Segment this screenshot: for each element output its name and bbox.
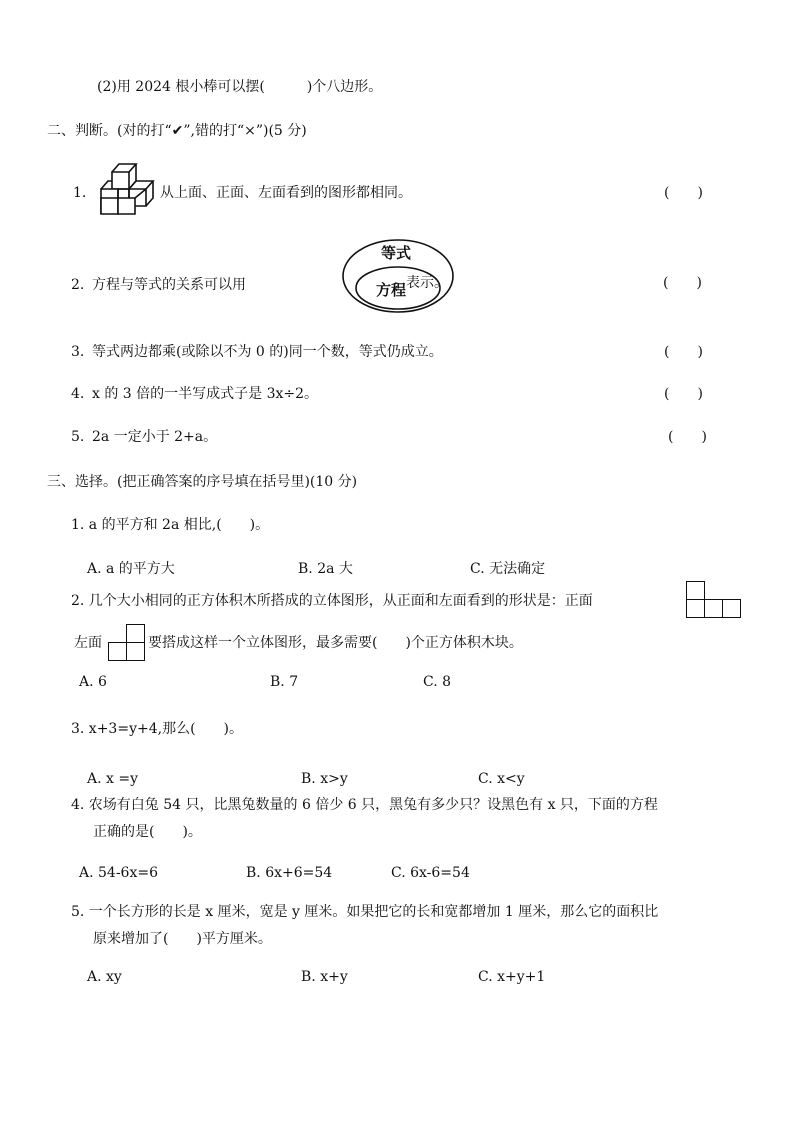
judge-1-text: 从上面、正面、左面看到的图形都相同。 <box>160 185 412 201</box>
venn-outer-label: 等式 <box>381 244 412 262</box>
choice-5-stem-line1: 5. 一个长方形的长是 x 厘米，宽是 y 厘米。如果把它的长和宽都增加 1 厘米，那么它的面积比 <box>71 904 659 920</box>
choice-4-option-a[interactable]: A. 54-6x=6 <box>79 865 158 881</box>
choice-2-option-b[interactable]: B. 7 <box>270 674 299 690</box>
choice-1-stem: 1. a 的平方和 2a 相比,( )。 <box>71 517 270 533</box>
judge-2-text: 方程与等式的关系可以用 <box>92 277 246 293</box>
choice-3-option-c[interactable]: C. x<y <box>478 771 525 787</box>
choice-3-stem: 3. x+3=y+4,那么( )。 <box>71 721 243 737</box>
judge-1-number: 1. <box>73 185 87 201</box>
venn-inner-label: 方程 <box>376 281 407 299</box>
choice-3-option-a[interactable]: A. x =y <box>87 771 138 787</box>
choice-4-stem-line1: 4. 农场有白兔 54 只，比黑兔数量的 6 倍少 6 只，黑兔有多少只？设黑色有 x 只，下面的方程 <box>71 797 658 813</box>
judge-5-number: 5. <box>71 429 85 445</box>
judge-2-after: 表示。 <box>406 275 448 291</box>
judge-4-number: 4. <box>71 386 85 402</box>
judge-3-answer-blank[interactable]: ( ) <box>664 344 703 360</box>
choice-1-option-a[interactable]: A. a 的平方大 <box>87 561 175 577</box>
section-title-choice: 三、选择。(把正确答案的序号填在括号里)(10 分) <box>47 474 358 490</box>
choice-2-stem-line1: 2. 几个大小相同的正方体积木所搭成的立体图形，从正面和左面看到的形状是：正面 <box>71 593 593 609</box>
judge-3-text: 等式两边都乘(或除以不为 0 的)同一个数，等式仍成立。 <box>92 344 443 360</box>
choice-2-stem-line2: 要搭成这样一个立体图形，最多需要( )个正方体积木块。 <box>148 635 523 651</box>
choice-2-left-label: 左面 <box>74 635 102 651</box>
choice-4-option-b[interactable]: B. 6x+6=54 <box>246 865 333 881</box>
cube-stack-figure <box>98 158 160 216</box>
judge-4-text: x 的 3 倍的一半写成式子是 3x÷2。 <box>92 386 319 402</box>
choice-5-option-b[interactable]: B. x+y <box>301 969 348 985</box>
choice-2-option-a[interactable]: A. 6 <box>79 674 107 690</box>
choice-1-option-c[interactable]: C. 无法确定 <box>470 561 546 577</box>
choice-5-stem-line2: 原来增加了( )平方厘米。 <box>93 931 272 947</box>
part1-q2: (2)用 2024 根小棒可以摆( )个八边形。 <box>97 79 383 95</box>
judge-5-text: 2a 一定小于 2+a。 <box>92 429 218 445</box>
judge-2-answer-blank[interactable]: ( ) <box>663 275 702 291</box>
choice-3-option-b[interactable]: B. x>y <box>301 771 348 787</box>
choice-2-option-c[interactable]: C. 8 <box>423 674 452 690</box>
judge-1-answer-blank[interactable]: ( ) <box>664 185 703 201</box>
left-view-grid <box>108 624 145 661</box>
judge-4-answer-blank[interactable]: ( ) <box>664 386 703 402</box>
choice-5-option-a[interactable]: A. xy <box>87 969 122 985</box>
choice-4-stem-line2: 正确的是( )。 <box>93 824 202 840</box>
choice-5-option-c[interactable]: C. x+y+1 <box>478 969 546 985</box>
choice-1-option-b[interactable]: B. 2a 大 <box>298 561 353 577</box>
judge-5-answer-blank[interactable]: ( ) <box>668 429 707 445</box>
choice-4-option-c[interactable]: C. 6x-6=54 <box>391 865 470 881</box>
judge-2-number: 2. <box>71 277 85 293</box>
judge-3-number: 3. <box>71 344 85 360</box>
section-title-judge: 二、判断。(对的打“✔”,错的打“×”)(5 分) <box>47 123 307 139</box>
front-view-grid <box>686 581 741 618</box>
